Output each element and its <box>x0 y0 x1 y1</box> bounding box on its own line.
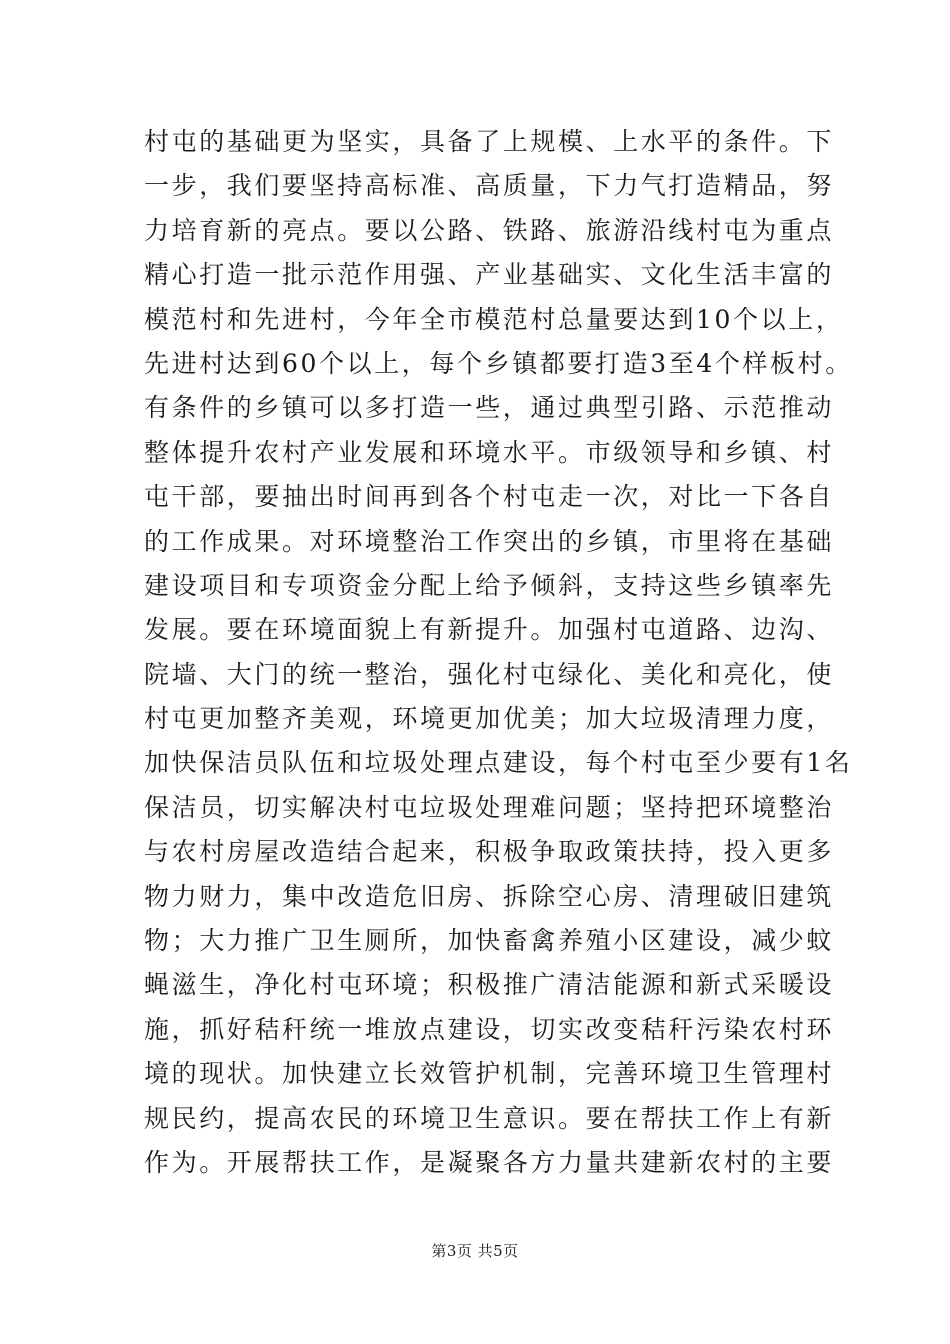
text-line: 村屯的基础更为坚实，具备了上规模、上水平的条件。下 <box>144 127 835 156</box>
text-line: 加快保洁员队伍和垃圾处理点建设，每个村屯至少要有1名 <box>144 748 853 778</box>
text-line: 境的现状。加快建立长效管护机制，完善环境卫生管理村 <box>144 1059 835 1089</box>
text-line: 一步，我们要坚持高标准、高质量，下力气打造精品，努 <box>144 171 835 201</box>
text-line: 作为。开展帮扶工作，是凝聚各方力量共建新农村的主要 <box>144 1147 835 1177</box>
text-line: 规民约，提高农民的环境卫生意识。要在帮扶工作上有新 <box>144 1103 835 1133</box>
page-number: 第3页 共5页 <box>431 1242 519 1260</box>
text-line: 发展。要在环境面貌上有新提升。加强村屯道路、边沟、 <box>144 615 835 645</box>
text-line: 物；大力推广卫生厕所，加快畜禽养殖小区建设，减少蚊 <box>144 926 835 956</box>
text-line: 整体提升农村产业发展和环境水平。市级领导和乡镇、村 <box>144 437 835 467</box>
text-line: 有条件的乡镇可以多打造一些，通过典型引路、示范推动 <box>144 393 835 423</box>
text-line: 蝇滋生，净化村屯环境；积极推广清洁能源和新式采暖设 <box>144 970 835 1000</box>
text-line: 力培育新的亮点。要以公路、铁路、旅游沿线村屯为重点 <box>144 215 835 245</box>
text-line: 物力财力，集中改造危旧房、拆除空心房、清理破旧建筑 <box>144 881 835 911</box>
text-line: 屯干部，要抽出时间再到各个村屯走一次，对比一下各自 <box>144 482 835 512</box>
text-line: 与农村房屋改造结合起来，积极争取政策扶持，投入更多 <box>144 837 835 867</box>
text-line: 建设项目和专项资金分配上给予倾斜，支持这些乡镇率先 <box>144 570 835 600</box>
text-line: 保洁员，切实解决村屯垃圾处理难问题；坚持把环境整治 <box>144 792 835 822</box>
body-text <box>144 120 853 1185</box>
text-line: 模范村和先进村，今年全市模范村总量要达到10个以上， <box>144 304 844 334</box>
page-footer <box>0 1240 950 1261</box>
text-line: 施，抓好秸秆统一堆放点建设，切实改变秸秆污染农村环 <box>144 1014 835 1044</box>
text-line: 院墙、大门的统一整治，强化村屯绿化、美化和亮化，使 <box>144 659 835 689</box>
text-line: 精心打造一批示范作用强、产业基础实、文化生活丰富的 <box>144 260 835 290</box>
text-line: 村屯更加整齐美观，环境更加优美；加大垃圾清理力度， <box>144 704 835 734</box>
text-line: 的工作成果。对环境整治工作突出的乡镇，市里将在基础 <box>144 526 835 556</box>
text-line: 先进村达到60个以上，每个乡镇都要打造3至4个样板村。 <box>144 348 853 378</box>
